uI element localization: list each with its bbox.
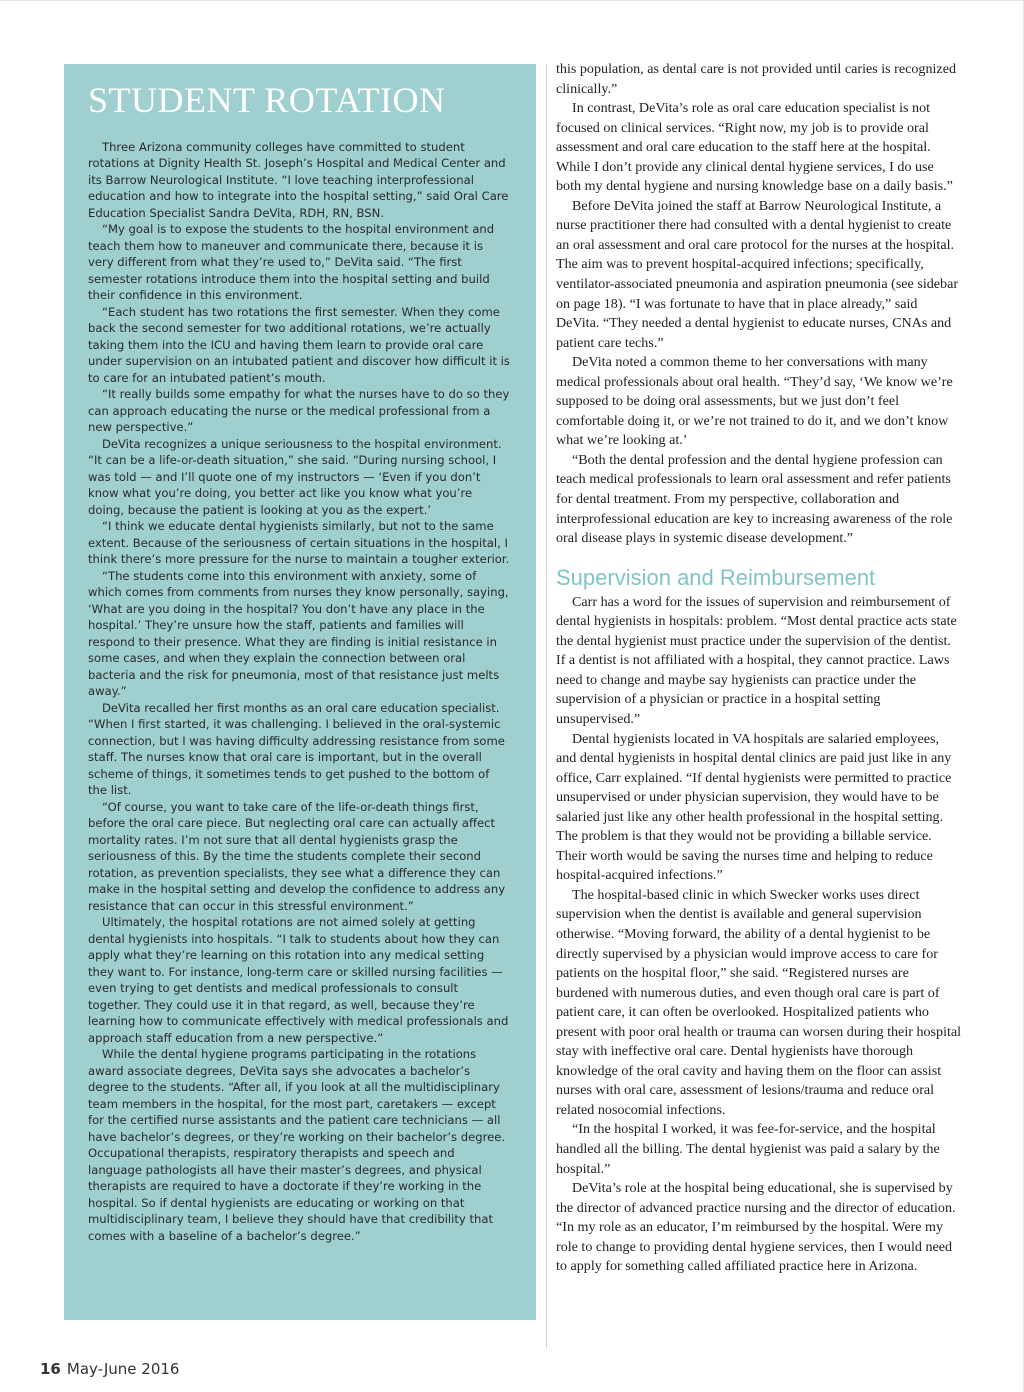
sidebar-paragraph: Ultimately, the hospital rotations are not aimed solely at getting dental hygienists into hospitals. “I talk to students about how they can apply what they’re learning on this rotation into any medical setting they want to. For instance, long-term care or skilled nursing facilities — even trying to get dentists and medical professionals to consult together. They could use it in that regard, as well, because they’re learning how to communicate effectively with medical professionals and approach staff education from a new perspective.” [88,915,509,1045]
sidebar-paragraph: “It really builds some empathy for what the nurses have to do so they can approach educating the nurse or the medical professional from a new perspective.” [88,387,510,435]
body-paragraph: DeVita’s role at the hospital being educational, she is supervised by the director of advanced practice nursing and the director of education. “In my role as an educator, I’m reimbursed by the hospital. Were my role to change to providing dental hygiene services, then I would need to apply for something called affiliated practice here in Arizona. [556,1180,956,1275]
sidebar-paragraph: “I think we educate dental hygienists similarly, but not to the same extent. Because of the seriousness of certain situations in the hospital, I think there’s more pressure for the nurse to maintain a tougher exterior. [88,519,510,567]
issue-date: May-June 2016 [66,1360,180,1378]
section-heading: Supervision and Reimbursement [556,564,876,590]
body-paragraph: In contrast, DeVita’s role as oral care education specialist is not focused on clinical services. “Right now, my job is to provide oral assessment and oral care education to the staff here at the hospital. While I don’t provide any clinical dental hygiene services, I do use both my dental hygiene and nursing knowledge base on a daily basis.” [556,100,953,195]
sidebar-paragraph: DeVita recognizes a unique seriousness to the hospital environment. “It can be a life-or-death situation,” she said. “During nursing school, I was told — and I’ll quote one of my instructors — ‘Even if you don’t know what you’re doing, you better act like you know what you’re doing, because the patient is looking at you as the expert.’ [88,436,502,517]
column-divider [546,64,547,1349]
sidebar-paragraph: Three Arizona community colleges have committed to student rotations at Dignity Health St. Joseph’s Hospital and Medical Center and its Barrow Neurological Institute. “I love teaching interprofessional education and how to integrate into the hospital setting,” said Oral Care Education Specialist Sandra DeVita, RDH, RN, BSN. [88,139,509,220]
sidebar-paragraph: “My goal is to expose the students to the hospital environment and teach them how to maneuver and communicate there, because it is very different from what they’re used to,” DeVita said. “The first semester rotations introduce them into the hospital setting and build their confidence in this environment. [88,222,495,303]
sidebar-paragraph: While the dental hygiene programs participating in the rotations award associate degrees, DeVita says she advocates a bachelor’s degree to the students. “After all, if you look at all the multidisciplinary team members in the hospital, for the most part, caretakers — except for the certified nurse assistants and the patient care technicians — all have bachelor’s degrees, or they’re working on their bachelor’s degree. Occupational therapists, respiratory therapists and speech and language pathologists all have their master’s degrees, and physical therapists are required to have a doctorate if they’re working in the hospital. So if dental hygienists are educating or working on that multidisciplinary team, I believe they should have that credibility that comes with a baseline of a bachelor’s degree.” [88,1047,506,1243]
sidebar-box [64,64,536,1320]
sidebar-paragraph: “The students come into this environment with anxiety, some of which comes from comments from nurses they know personally, saying, ‘What are you doing in the hospital? You don’t have any place in the hospital.’ They’re unsure how the staff, patients and families will respond to their presence. What they are finding is initial resistance in some cases, and when they explain the connection between oral bacteria and the risk for pneumonia, most of that resistance just melts away.” [88,568,509,699]
main-column [556,60,962,1277]
page-border-top [0,0,1024,1]
body-paragraph: The hospital-based clinic in which Swecker works uses direct supervision when the dentist is available and general supervision otherwise. “Moving forward, the ability of a dental hygienist to be directly supervised by a physician would improve access to care for patients on the hospital floor,” she said. “Registered nurses are burdened with numerous duties, and even though oral care is part of patient care, it can often be overlooked. Hospitalized patients who present with poor oral health or trauma can worsen during their hospital stay with ineffective oral care. Dental hygienists have thorough knowledge of the oral cavity and having them on the floor can assist nurses with oral care, assessment of lesions/trauma and reduce oral related nosocomial infections. [556,886,962,1118]
body-paragraph: Dental hygienists located in VA hospitals are salaried employees, and dental hygienists in hospital dental clinics are paid just like in any office, Carr explained. “If dental hygienists were permitted to practice unsupervised or under physician supervision, they would have to be salaried just like any other health professional in the hospital setting. The problem is that they would not be providing a billable service. Their worth would be saving the nurses time and helping to reduce hospital-acquired infections.” [556,730,952,884]
sidebar-paragraph: “Of course, you want to take care of the life-or-death things first, before the oral care piece. But neglecting oral care can actually affect mortality rates. I’m not sure that all dental hygienists grasp the seriousness of this. By the time the students complete their second rotation, as prevention specialists, they see what a difference they can make in the hospital setting and develop the confidence to address any resistance that can occur in this stressful environment.” [88,799,506,913]
body-paragraph: “Both the dental profession and the dental hygiene profession can teach medical professionals to learn oral assessment and refer patients for dental treatment. From my perspective, collaboration and interprofessional education are key to increasing awareness of the role oral disease plays in systemic disease development.” [556,451,953,547]
body-paragraph: Carr has a word for the issues of supervision and reimbursement of dental hygienists in hospitals: problem. “Most dental practice acts state the dental hygienist must practice under the supervision of the dentist. If a dentist is not affiliated with a hospital, they cannot practice. Laws need to change and maybe say hygienists can practice under the supervision of a physician or practice in a hospital setting unsupervised.” [556,593,957,727]
page-number: 16 [40,1360,61,1378]
body-paragraph: Before DeVita joined the staff at Barrow Neurological Institute, a nurse practitioner there had consulted with a dental hygienist to create an oral assessment and oral care protocol for the nurses at the hospital. The aim was to prevent hospital-acquired infections; specifically, ventilator-associated pneumonia and aspiration pneumonia (see sidebar on page 18). “I was fortunate to have that in place already,” said DeVita. “They needed a dental hygienist to educate nurses, CNAs and patient care techs.” [556,197,959,351]
sidebar-title: STUDENT ROTATION [88,80,446,120]
body-paragraph: DeVita noted a common theme to her conversations with many medical professionals about oral health. “They’d say, ‘We know we’re supposed to be doing oral assessments, but we just don’t feel comfortable doing it, or we’re not trained to do it, and we don’t know what we’re looking at.’ [556,354,953,449]
sidebar-paragraph: “Each student has two rotations the first semester. When they come back the second semester for two additional rotations, we’re actually taking them into the ICU and having them learn to provide oral care under supervision on an intubated patient and discover how difficult it is to care for an intubated patient’s mouth. [88,304,510,385]
continued-paragraph: this population, as dental care is not provided until caries is recognized clinically.” [556,61,956,97]
sidebar-paragraph: DeVita recalled her first months as an oral care education specialist. “When I first started, it was challenging. I believed in the oral-systemic connection, but I was having difficulty addressing resistance from some staff. The nurses know that oral care is important, but in the overall scheme of things, it sometimes tends to get pushed to the bottom of the list. [88,700,505,798]
page-footer [40,1360,179,1378]
body-paragraph: “In the hospital I worked, it was fee-for-service, and the hospital handled all the billing. The dental hygienist was paid a salary by the hospital.” [556,1121,940,1177]
sidebar-body [88,139,510,1245]
